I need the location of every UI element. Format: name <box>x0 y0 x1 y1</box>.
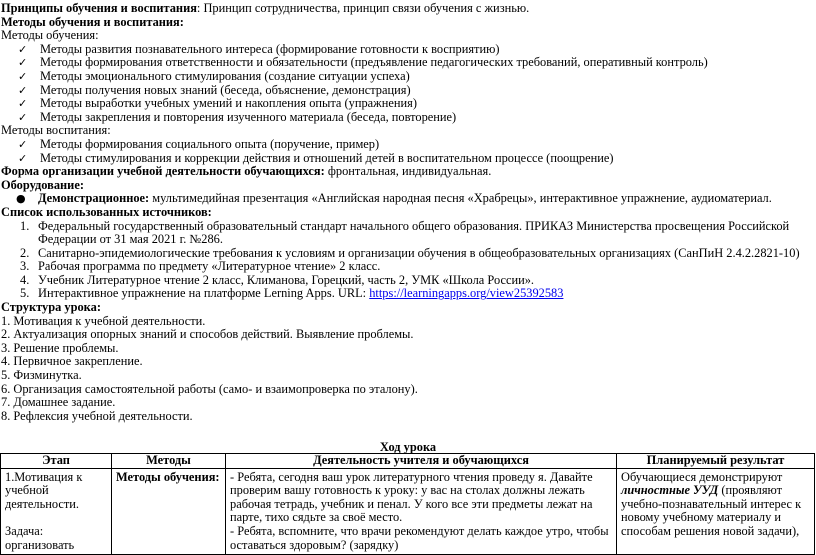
list-item: 4. Учебник Литературное чтение 2 клaсс, Климанова, Горецкий, часть 2, УМК «Школа России». <box>20 272 535 287</box>
structure-item: 5. Физминутка. <box>1 368 82 383</box>
equipment-heading: Оборудование: <box>1 177 84 192</box>
sources-heading: Список использованных источников: <box>1 204 212 219</box>
teaching-methods-list <box>1 43 816 125</box>
equipment-item: ● Демонстрационное: мультимедийная презентация «Английская народная песня «Храбрецы», интерактивное упражнение, аудиоматериал. <box>16 191 772 206</box>
checkmark-icon: ✓ <box>18 137 28 151</box>
methods-cell <box>112 468 226 555</box>
structure-item: 2. Актуализация опорных знаний и способов действий. Выявление проблемы. <box>1 327 414 342</box>
list-item: ✓ Методы формирования ответственности и обязательности (предъявление педагогических требований, оперативный контроль) <box>18 55 708 70</box>
list-item: ✓ Методы формирования социального опыта (поручение, пример) <box>18 136 380 151</box>
sources-list <box>1 220 816 302</box>
methods-heading: Методы обучения и воспитания: <box>1 14 184 29</box>
list-item: ✓ Методы стимулирования и коррекции действия и отношений детей в воспитательном процессе (поощрение) <box>18 150 614 165</box>
lesson-table-title: Ход урока <box>379 440 437 454</box>
structure-item: 7. Домашнее задание. <box>1 395 116 410</box>
form-text: фронтальная, индивидуальная. <box>324 164 492 179</box>
list-item: 1. Федеральный государственный образовательный стандарт начального общего образования. ПРИКАЗ Министерства просвещения Российской Федерации от 31 мая 2021 г. №286. <box>20 218 790 247</box>
structure-item: 4. Первичное закрепление. <box>1 354 143 369</box>
lesson-plan-text <box>1 2 816 423</box>
activity-text: - Ребята, сегодня ваш урок литературного чтения проведу я. Давайте проверим вашу готовность к уроку: у вас на столах должны лежать рабочая тетрадь, учебник и пенал. У кого все эти предметы лежат на парте, тихо сядьте за своё место. <box>230 469 593 525</box>
checkmark-icon: ✓ <box>18 110 28 124</box>
checkmark-icon: ✓ <box>18 83 28 97</box>
column-header-result: Планируемый результат <box>617 454 815 469</box>
column-header-stage: Этап <box>1 454 112 469</box>
list-item: 3. Рабочая программа по предмету «Литературное чтение» 2 класс. <box>20 259 381 274</box>
learningapps-link[interactable]: https://learningapps.org/view25392583 <box>369 286 564 301</box>
stage-task: Задача: организовать <box>5 523 75 552</box>
list-item: ✓ Методы получения новых знаний (беседа, объяснение, демонстрация) <box>18 82 411 97</box>
activity-text: - Ребята, вспомните, что врачи рекомендуют делать каждое утро, чтобы оставаться здоровым? (зарядку) <box>230 523 609 552</box>
principles-line <box>1 2 816 16</box>
list-item: ✓ Методы эмоционального стимулирования (создание ситуации успеха) <box>18 68 410 83</box>
list-item: 5. Интерактивное упражнение на платформе Lerning Apps. URL: https://learningapps.org/view25392583 <box>20 286 564 301</box>
upbringing-methods-label: Методы воспитания: <box>1 123 111 138</box>
column-header-methods: Методы <box>112 454 226 469</box>
activity-cell <box>226 468 617 555</box>
list-item: ✓ Методы развития познавательного интереса (формирование готовности к восприятию) <box>18 41 500 56</box>
stage-cell <box>1 468 112 555</box>
structure-item: 8. Рефлексия учебной деятельности. <box>1 408 193 423</box>
table-row <box>1 468 815 555</box>
form-line <box>1 165 816 179</box>
structure-item: 6. Организация самостоятельной работы (само- и взаимопроверка по эталону). <box>1 381 418 396</box>
result-cell: Обучающиеся демонстрируют личностные УУД (проявляют учебно-познавательный интерес к новому учебному материалу и способам решения новой задачи), <box>617 468 815 555</box>
structure-heading: Структура урока: <box>1 300 101 315</box>
lesson-table <box>0 453 815 555</box>
list-item: ✓ Методы выработки учебных умений и накопления опыта (упражнения) <box>18 96 417 111</box>
methods-text: Методы обучения: <box>116 469 220 484</box>
upbringing-methods-list <box>1 138 816 165</box>
checkmark-icon: ✓ <box>18 42 28 56</box>
principles-label: Принципы обучения и воспитания <box>1 1 197 15</box>
principles-text: : Принцип сотрудничества, принцип связи обучения с жизнью. <box>196 1 530 15</box>
checkmark-icon: ✓ <box>18 151 28 165</box>
bullet-icon: ● <box>16 192 26 206</box>
list-item: ✓ Методы закрепления и повторения изученного материала (беседа, повторение) <box>18 109 457 124</box>
structure-item: 3. Решение проблемы. <box>1 340 119 355</box>
uud-label: личностные УУД <box>621 483 719 498</box>
checkmark-icon: ✓ <box>18 56 28 70</box>
table-header-row <box>1 454 815 469</box>
column-header-activity: Деятельность учителя и обучающихся <box>226 454 617 469</box>
structure-item: 1. Мотивация к учебной деятельности. <box>1 313 206 328</box>
checkmark-icon: ✓ <box>18 69 28 83</box>
form-label: Форма организации учебной деятельности обучающихся: <box>1 164 325 179</box>
teaching-methods-label: Методы обучения: <box>1 28 99 43</box>
stage-text: 1.Мотивация к учебной деятельности. <box>5 469 83 511</box>
list-item: 2. Санитарно-эпидемиологические требования к условиям и организации обучения в общеобразовательных организациях (СанПиН 2.4.2.2821-10) <box>20 245 800 260</box>
checkmark-icon: ✓ <box>18 97 28 111</box>
